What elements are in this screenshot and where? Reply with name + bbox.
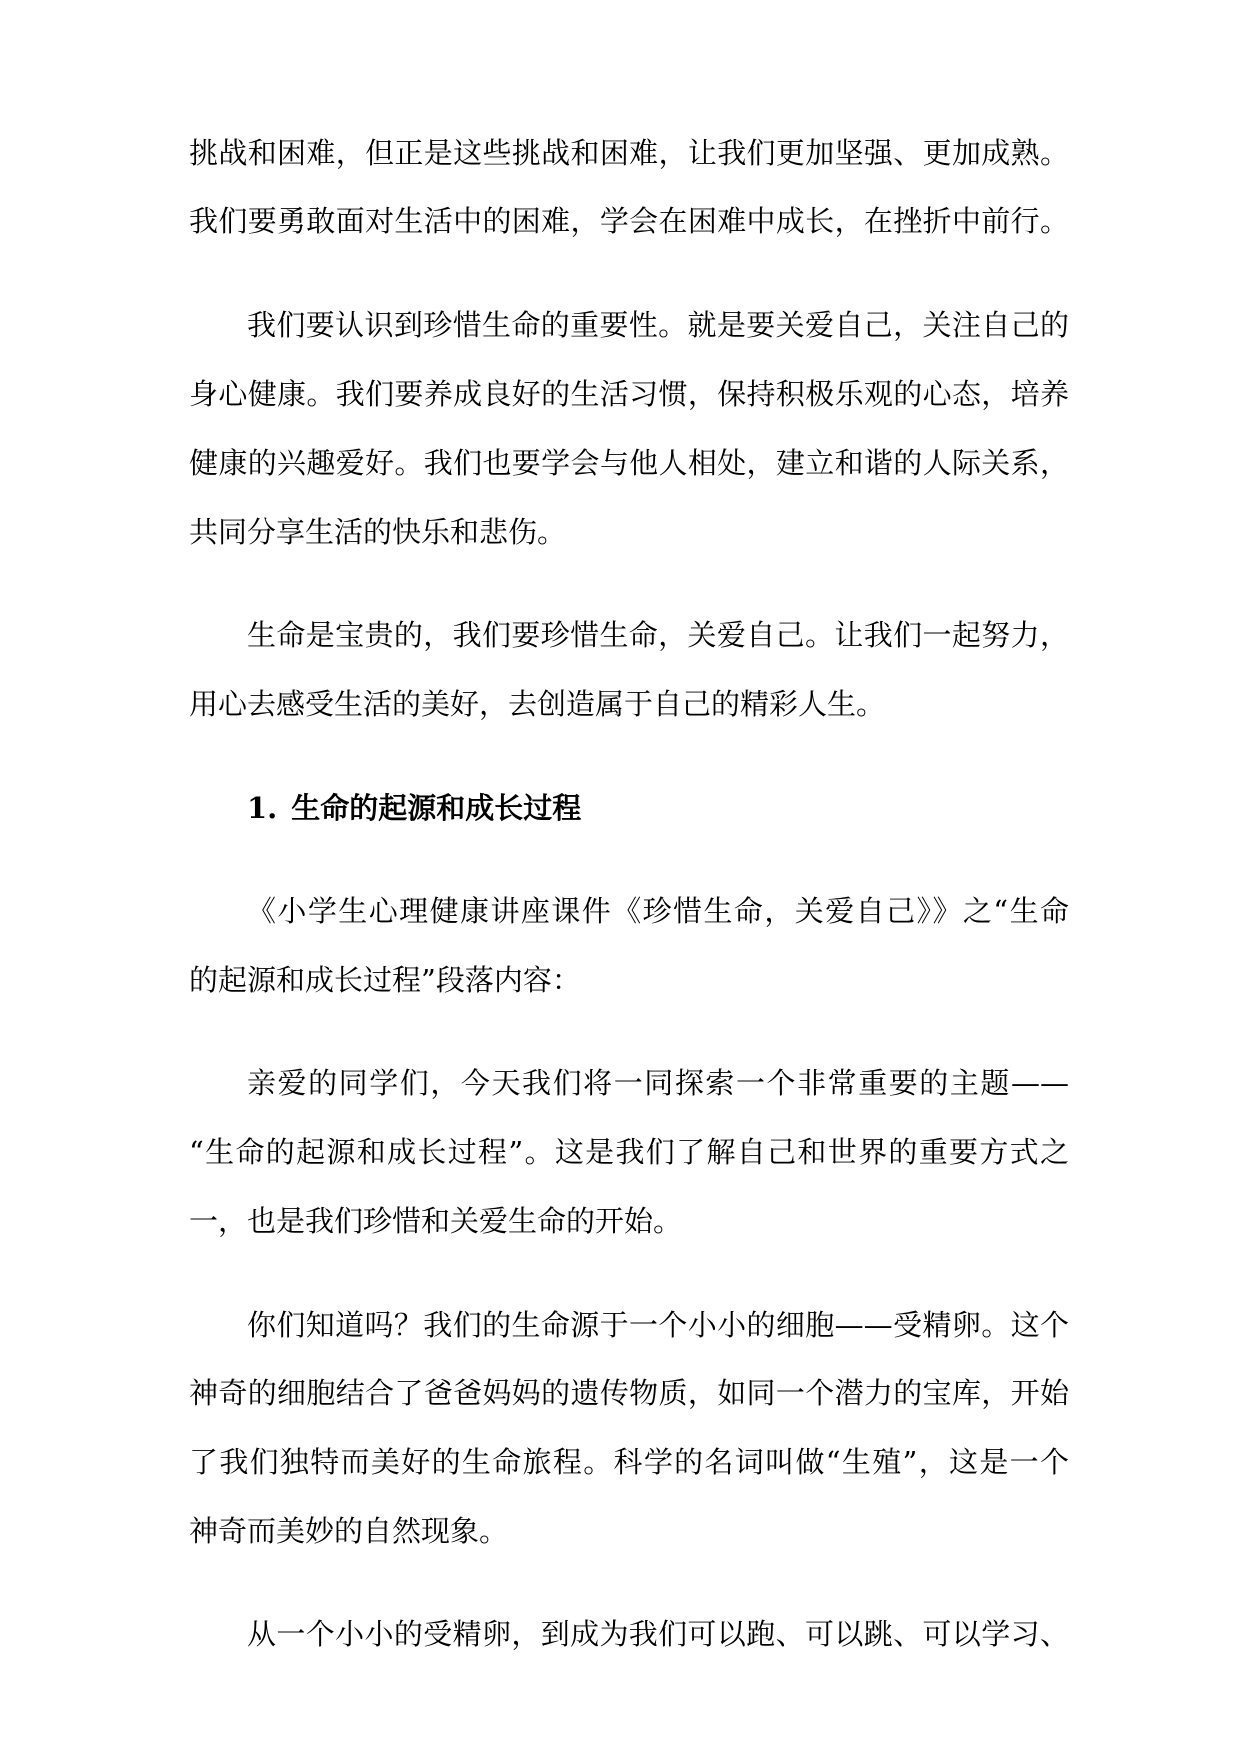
- body-line: 共同分享生活的快乐和悲伤。: [189, 515, 567, 549]
- body-line: 健康的兴趣爱好。我们也要学会与他人相处，建立和谐的人际关系，: [189, 446, 1069, 480]
- body-line: 《小学生心理健康讲座课件《珍惜生命，关爱自己》》之“生命: [247, 894, 1069, 928]
- body-line: 的起源和成长过程”段落内容：: [189, 963, 581, 997]
- body-line: 用心去感受生活的美好，去创造属于自己的精彩人生。: [189, 687, 886, 721]
- section-title: 生命的起源和成长过程: [291, 791, 582, 825]
- body-line: “生命的起源和成长过程”。这是我们了解自己和世界的重要方式之: [189, 1135, 1069, 1169]
- section-heading: [247, 788, 581, 828]
- body-line: 生命是宝贵的，我们要珍惜生命，关爱自己。让我们一起努力，: [247, 618, 1069, 652]
- body-line: 从一个小小的受精卵，到成为我们可以跑、可以跳、可以学习、: [247, 1617, 1069, 1651]
- body-line: 我们要认识到珍惜生命的重要性。就是要关爱自己，关注自己的: [247, 308, 1069, 342]
- body-line: 一，也是我们珍惜和关爱生命的开始。: [189, 1204, 683, 1238]
- body-line: 你们知道吗？我们的生命源于一个小小的细胞——受精卵。这个: [247, 1308, 1069, 1342]
- body-line: 我们要勇敢面对生活中的困难，学会在困难中成长，在挫折中前行。: [189, 204, 1069, 238]
- body-line: 挑战和困难，但正是这些挑战和困难，让我们更加坚强、更加成熟。: [189, 136, 1069, 170]
- body-line: 了我们独特而美好的生命旅程。科学的名词叫做“生殖”，这是一个: [189, 1445, 1069, 1479]
- body-line: 身心健康。我们要养成良好的生活习惯，保持积极乐观的心态，培养: [189, 377, 1069, 411]
- body-line: 神奇的细胞结合了爸爸妈妈的遗传物质，如同一个潜力的宝库，开始: [189, 1376, 1069, 1410]
- body-line: 亲爱的同学们，今天我们将一同探索一个非常重要的主题——: [247, 1066, 1069, 1100]
- body-line: 神奇而美妙的自然现象。: [189, 1514, 509, 1548]
- section-number: 1.: [247, 791, 278, 825]
